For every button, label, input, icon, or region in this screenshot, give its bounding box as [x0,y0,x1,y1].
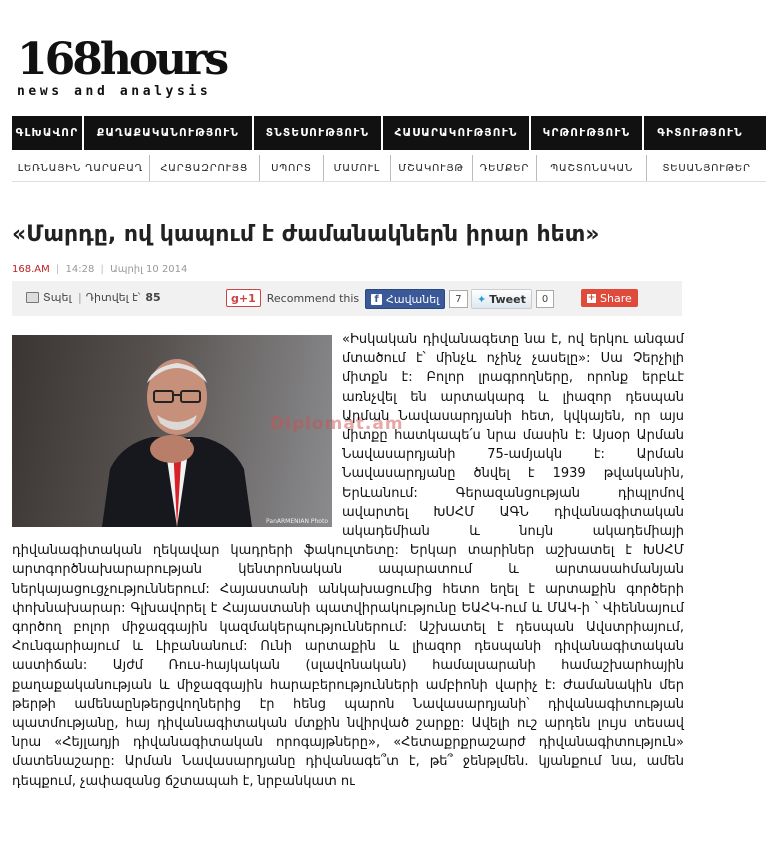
facebook-widget [365,289,468,309]
nav-item-science[interactable]: ԳԻՏՈՒԹՅՈՒՆ [657,127,743,139]
gplus-button[interactable]: g+1 [226,289,261,307]
facebook-like-label: Հավանել [386,292,440,306]
article-title: «Մարդը, ով կապում է ժամանակներն իրար հետ» [12,222,600,247]
article-source[interactable]: 168.AM [12,264,50,275]
nav-item-home[interactable]: ԳԼԽԱՎՈՐ [12,116,84,150]
share-widget [581,289,638,307]
article-toolbar [12,281,682,316]
twitter-widget [471,289,554,309]
subnav-item-press[interactable]: ՄԱՄՈՒԼ [324,155,390,181]
sub-nav [12,155,766,182]
meta-separator: | [100,264,104,275]
subnav-item-karabakh[interactable]: ԼԵՌՆԱՅԻՆ ՂԱՐԱԲԱՂ [12,155,150,181]
facebook-like-count: 7 [449,290,467,308]
gplus-widget [226,289,359,307]
subnav-item-sport[interactable]: ՍՊՈՐՏ [260,155,324,181]
nav-item-politics[interactable]: ՔԱՂԱՔԱԿԱՆՈՒԹՅՈՒՆ [84,116,254,150]
nav-item-economy[interactable]: ՏՆՏԵՍՈՒԹՅՈՒՆ [254,116,383,150]
photo-credit: PanARMENIAN Photo [266,518,328,525]
watermark: Diplomat.am [270,414,404,434]
logo-tagline: news and analysis [17,84,212,99]
views-label: Դիտվել է՝ [85,291,141,304]
printer-icon [26,292,39,303]
logo-main: 168hours [17,34,227,85]
print-label: Տպել [43,291,72,304]
subnav-item-interview[interactable]: ՀԱՐՑԱԶՐՈՒՅՑ [150,155,260,181]
plus-icon: + [587,293,596,303]
meta-separator: | [55,264,60,275]
twitter-bird-icon: ✦ [477,292,487,306]
nav-item-society[interactable]: ՀԱՍԱՐԱԿՈՒԹՅՈՒՆ [383,116,531,150]
article-date: Ապրիլ 10 2014 [110,264,188,275]
toolbar-separator: | [78,291,82,304]
article-time: 14:28 [65,264,95,275]
photo-spacer [12,330,342,525]
print-button[interactable] [26,291,71,304]
share-label: Share [600,291,632,305]
main-nav [12,116,766,150]
article-text: «Իսկական դիվանագետը նա է, ով երկու անգամ մտածում է՝ մինչև ոչինչ չասելը»: Սա Չերչիլի միտքն է: Բոլոր լրագրողները, որոնք երբևէ առնչվել են արտակարգ և լիազոր դեսպան Արման Նավասարդյանի հետ, կվկայեն, որ այս միտքը հատկապե՛ս նրա մասին է: Այսօր Արման Նավասարդյանի 75-ամյակն է: Արման Նավասարդյանը ծնվել է 1939 թվականին, Երևանում: Գերազանցության դիպլոմով ավարտել ԽՍՀՄ ԱԳՆ դիվանագիտական ակադեմիան և նույն ակադեմիայի դիվանագիտական ղեկավար կադրերի ֆակուլտետը: Երկար տարիներ աշխատել է ԽՍՀՄ արտգործնախարարության կենտրոնական ապարատում և արտասահմանյան ներկայացուցչություններում: Հայաստանի անկախացումից հետո եղել է արտաքին գործերի փոխնախարար: Գլխավորել է Հայաստանի պատվիրակությունը ԵԱՀԿ-ում և ՄԱԿ-ի ՝ Վիեննայում գործող բոլոր միջազգային կազմակերպություններում: Աշխատել է դեսպան Ավստրիայում, Հունգարիայում և Լիբանանում: Ունի արտաքին և լիազոր դեսպանի դիվանագիտական աստիճան: Այժմ Ռուս-հայկական (սլավոնական) համալսարանի համաշխարհային քաղաքականության և միջազգային հարաբերությունների ամբիոնի վարիչ է: Ժամանակին մեր թերթի ամենաընթերցվողներից էր հենց պարոն Նավասարդյանի՝ դիվանագիտության պատմությանը, հայ դիվանագիտական մտքին նվիրված շարքը: Ավելի ուշ արդեն լույս տեսավ նրա «Հեյլադյի դիվանագիտական որոգայթները», «Հետաքրքրաշարժ դիվանագիտություն» մատենաշարը: Արման Նավասարդյանը դիվանագե՞տ է, թե՞ ջենթլմեն. կյանքում նա, ամեն դեպքում, չափազանց ճշտապահ է, նրբանկատ ու [12,332,684,789]
article-body [12,330,684,791]
share-button[interactable] [581,289,638,307]
article-meta [12,264,187,275]
subnav-item-official[interactable]: ՊԱՇՏՈՆԱԿԱՆ [537,155,647,181]
view-count [78,291,161,304]
views-count: 85 [145,291,161,304]
site-logo[interactable] [17,34,247,100]
tweet-count: 0 [536,290,554,308]
facebook-like-button[interactable] [365,289,445,309]
subnav-item-faces[interactable]: ԴԵՄՔԵՐ [473,155,537,181]
tweet-button[interactable] [471,289,532,309]
subnav-item-culture[interactable]: ՄՇԱԿՈՒՅԹ [391,155,473,181]
nav-item-education[interactable]: ԿՐԹՈՒԹՅՈՒՆ [531,116,644,150]
tweet-label: Tweet [489,292,526,306]
recommend-label: Recommend this [266,291,360,305]
subnav-item-videos[interactable]: ՏԵՍԱՆՅՈՒԹԵՐ [662,162,751,174]
facebook-icon: f [371,294,382,305]
